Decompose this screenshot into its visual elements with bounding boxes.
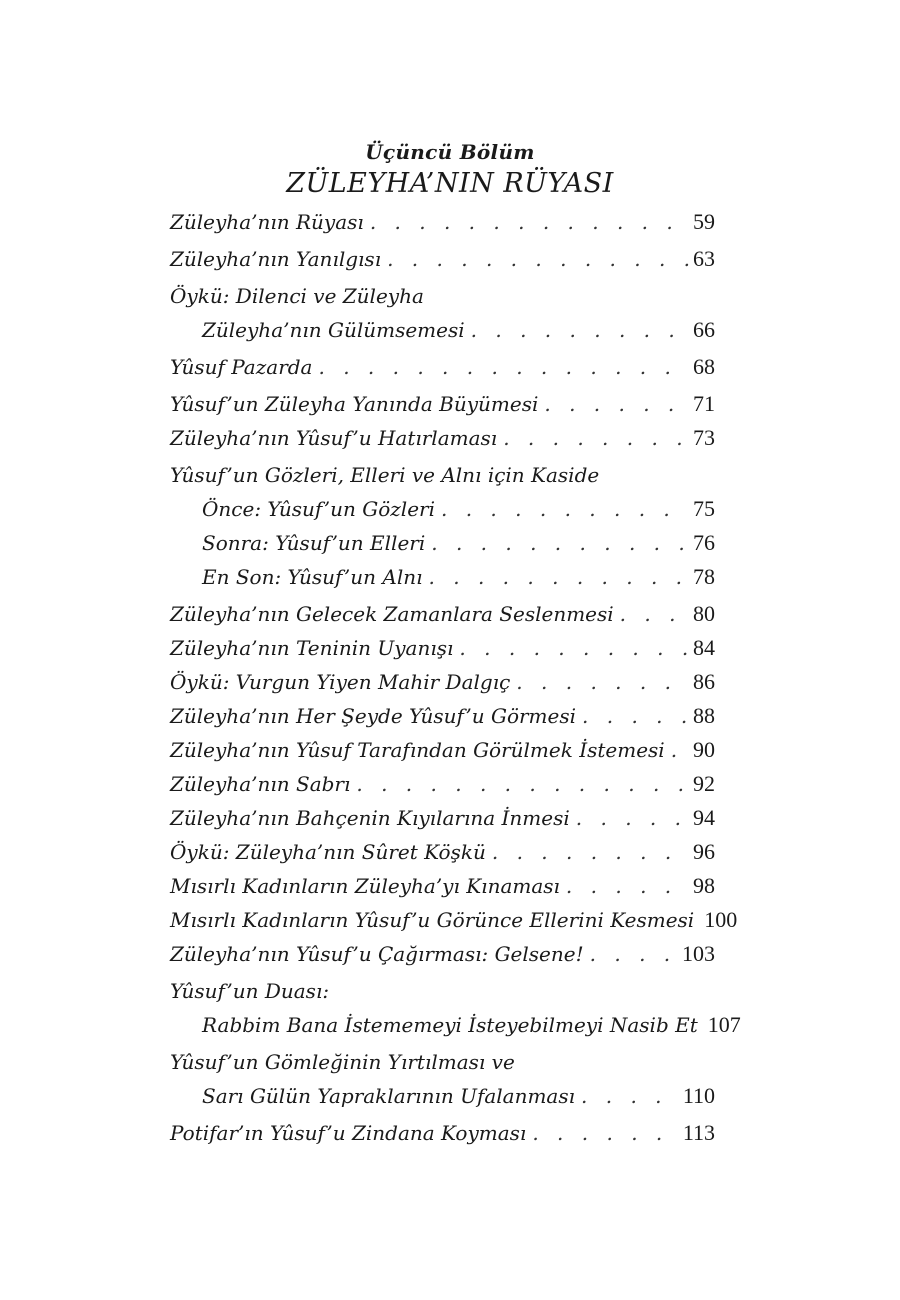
- table-of-contents: [170, 205, 741, 1150]
- toc-entry-page: 86: [693, 669, 715, 694]
- toc-entry-title: Öykü: Vurgun Yiyen Mahir Dalgıç: [170, 670, 511, 694]
- toc-entry-page: 110: [682, 1083, 715, 1108]
- toc-entry-page: 71: [693, 391, 715, 416]
- toc-entry-page: 84: [693, 635, 715, 660]
- dot-leader: [544, 387, 689, 421]
- toc-entry-title: Sonra: Yûsuf’un Elleri: [202, 531, 426, 555]
- toc-entry-page: 66: [693, 317, 715, 342]
- toc-entry-page: 90: [693, 737, 715, 762]
- toc-entry-title: Züleyha’nın Gülümsemesi: [202, 318, 465, 342]
- dot-leader: [503, 421, 689, 455]
- toc-entry-title: Züleyha’nın Yûsuf Tarafından Görülmek İstemesi: [170, 738, 665, 762]
- toc-entry-title: Mısırlı Kadınların Züleyha’yı Kınaması: [170, 874, 560, 898]
- toc-entry-page: 76: [693, 530, 715, 555]
- toc-entry-page: 103: [682, 941, 715, 966]
- toc-entry-title: Züleyha’nın Sabrı: [170, 772, 351, 796]
- toc-entry-title: Züleyha’nın Gelecek Zamanlara Seslenmesi: [170, 602, 614, 626]
- toc-entry[interactable]: [170, 733, 715, 767]
- toc-subentry[interactable]: [170, 313, 715, 347]
- toc-entry[interactable]: [170, 421, 715, 455]
- toc-entry-title: Rabbim Bana İstememeyi İsteyebilmeyi Nasib Et: [202, 1013, 698, 1037]
- toc-subentry[interactable]: [170, 560, 715, 594]
- toc-entry-page: 59: [693, 209, 715, 234]
- toc-entry-title: Züleyha’nın Bahçenin Kıyılarına İnmesi: [170, 806, 570, 830]
- toc-entry[interactable]: [170, 835, 715, 869]
- toc-entry-title: Yûsuf’un Züleyha Yanında Büyümesi: [170, 392, 539, 416]
- dot-leader: [590, 937, 678, 971]
- toc-entry[interactable]: [170, 665, 715, 699]
- toc-entry[interactable]: [170, 699, 715, 733]
- dot-leader: [516, 665, 689, 699]
- toc-entry-title: Sarı Gülün Yapraklarının Ufalanması: [202, 1084, 576, 1108]
- toc-entry[interactable]: [170, 242, 715, 276]
- dot-leader: [532, 1116, 678, 1150]
- toc-group-heading: Yûsuf’un Duası:: [170, 979, 330, 1003]
- toc-group-heading: Yûsuf’un Gözleri, Elleri ve Alnı için Kaside: [170, 463, 600, 487]
- toc-entry-title: Züleyha’nın Teninin Uyanışı: [170, 636, 454, 660]
- dot-leader: [429, 560, 689, 594]
- toc-entry-page: 107: [707, 1012, 741, 1037]
- toc-entry-page: 78: [693, 564, 715, 589]
- toc-entry[interactable]: [170, 869, 715, 903]
- toc-subentry[interactable]: [170, 492, 715, 526]
- toc-entry-title: Önce: Yûsuf’un Gözleri: [202, 497, 435, 521]
- toc-entry-page: 92: [693, 771, 715, 796]
- toc-entry-title: Züleyha’nın Rüyası: [170, 210, 364, 234]
- dot-leader: [581, 1079, 679, 1113]
- dot-leader: [620, 597, 689, 631]
- toc-subentry[interactable]: [170, 526, 715, 560]
- toc-entry-title: Züleyha’nın Yûsuf’u Hatırlaması: [170, 426, 498, 450]
- toc-entry[interactable]: [170, 631, 715, 665]
- toc-entry-title: Yûsuf Pazarda: [170, 355, 313, 379]
- toc-subentry[interactable]: [170, 1008, 741, 1042]
- toc-entry-page: 88: [693, 703, 715, 728]
- dot-leader: [671, 733, 689, 767]
- dot-leader: [459, 631, 689, 665]
- toc-entry-title: Züleyha’nın Yanılgısı: [170, 247, 382, 271]
- dot-leader: [566, 869, 689, 903]
- toc-entry-title: En Son: Yûsuf’un Alnı: [202, 565, 423, 589]
- toc-entry-title: Züleyha’nın Yûsuf’u Çağırması: Gelsene!: [170, 942, 584, 966]
- dot-leader: [576, 801, 689, 835]
- toc-entry-page: 68: [693, 354, 715, 379]
- toc-entry[interactable]: [170, 937, 715, 971]
- toc-entry[interactable]: [170, 205, 715, 239]
- dot-leader: [356, 767, 689, 801]
- toc-entry[interactable]: [170, 903, 738, 937]
- toc-entry-title: Mısırlı Kadınların Yûsuf’u Görünce Ellerini Kesmesi: [170, 908, 695, 932]
- toc-entry-title: Potifar’ın Yûsuf’u Zindana Koyması: [170, 1121, 527, 1145]
- toc-entry-page: 94: [693, 805, 715, 830]
- dot-leader: [387, 242, 689, 276]
- toc-entry[interactable]: [170, 1116, 715, 1150]
- dot-leader: [318, 350, 689, 384]
- toc-entry-page: 75: [693, 496, 715, 521]
- toc-entry-page: 98: [693, 873, 715, 898]
- toc-entry-title: Öykü: Züleyha’nın Sûret Köşkü: [170, 840, 486, 864]
- toc-entry-page: 63: [693, 246, 715, 271]
- toc-entry[interactable]: [170, 597, 715, 631]
- toc-entry[interactable]: [170, 801, 715, 835]
- chapter-title: ZÜLEYHA’NIN RÜYASI: [286, 168, 614, 199]
- toc-entry-page: 73: [693, 425, 715, 450]
- dot-leader: [492, 835, 689, 869]
- chapter-label: Üçüncü Bölüm: [365, 140, 535, 164]
- dot-leader: [471, 313, 689, 347]
- toc-entry-page: 113: [682, 1120, 715, 1145]
- dot-leader: [441, 492, 689, 526]
- toc-subentry[interactable]: [170, 1079, 715, 1113]
- toc-entry[interactable]: [170, 387, 715, 421]
- toc-entry[interactable]: [170, 767, 715, 801]
- toc-entry-page: 80: [693, 601, 715, 626]
- toc-group-heading: Yûsuf’un Gömleğinin Yırtılması ve: [170, 1050, 515, 1074]
- dot-leader: [431, 526, 689, 560]
- dot-leader: [370, 205, 689, 239]
- toc-entry-page: 96: [693, 839, 715, 864]
- toc-entry-page: 100: [704, 907, 738, 932]
- toc-group-heading: Öykü: Dilenci ve Züleyha: [170, 284, 424, 308]
- dot-leader: [582, 699, 689, 733]
- toc-entry-title: Züleyha’nın Her Şeyde Yûsuf’u Görmesi: [170, 704, 577, 728]
- toc-entry[interactable]: [170, 350, 715, 384]
